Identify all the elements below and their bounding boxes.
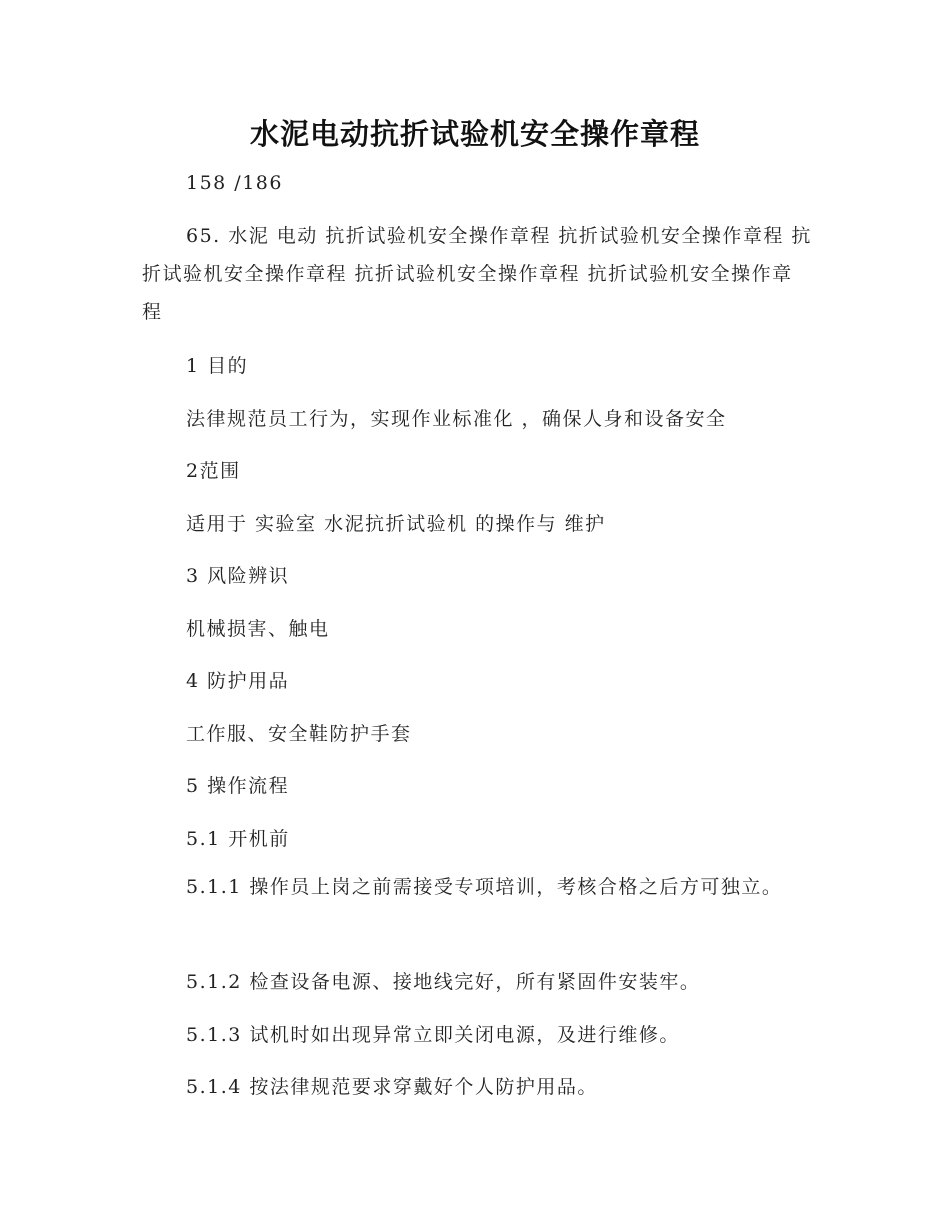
- risk-text: 机械损害、触电: [186, 618, 330, 640]
- purpose-text: 法律规范员工行为，实现作业标准化 ，确保人身和设备安全: [186, 408, 727, 430]
- intro-paragraph: 65. 水泥 电动 抗折试验机安全操作章程 抗折试验机安全操作章程 抗折试验机安全操作章程 抗折试验机安全操作章程 抗折试验机安全操作章程: [142, 225, 812, 323]
- step-5-1-4: 5.1.4 按法律规范要求穿戴好个人防护用品。: [186, 1076, 598, 1098]
- page-indicator: 158 /186: [186, 172, 283, 194]
- purpose-heading: 1 目的: [186, 355, 249, 377]
- scope-heading: 2范围: [186, 460, 241, 482]
- ppe-heading: 4 防护用品: [186, 670, 290, 692]
- step-5-1-1: 5.1.1 操作员上岗之前需接受专项培训，考核合格之后方可独立。: [186, 876, 783, 898]
- document-title: 水泥电动抗折试验机安全操作章程: [249, 117, 700, 151]
- before-start-heading: 5.1 开机前: [186, 828, 290, 850]
- step-5-1-3: 5.1.3 试机时如出现异常立即关闭电源，及进行维修。: [186, 1024, 680, 1046]
- ppe-text: 工作服、安全鞋防护手套: [186, 723, 412, 745]
- scope-text: 适用于 实验室 水泥抗折试验机 的操作与 维护: [186, 513, 606, 535]
- procedure-heading: 5 操作流程: [186, 775, 290, 797]
- step-5-1-2: 5.1.2 检查设备电源、接地线完好，所有紧固件安装牢。: [186, 971, 701, 993]
- risk-heading: 3 风险辨识: [186, 565, 290, 587]
